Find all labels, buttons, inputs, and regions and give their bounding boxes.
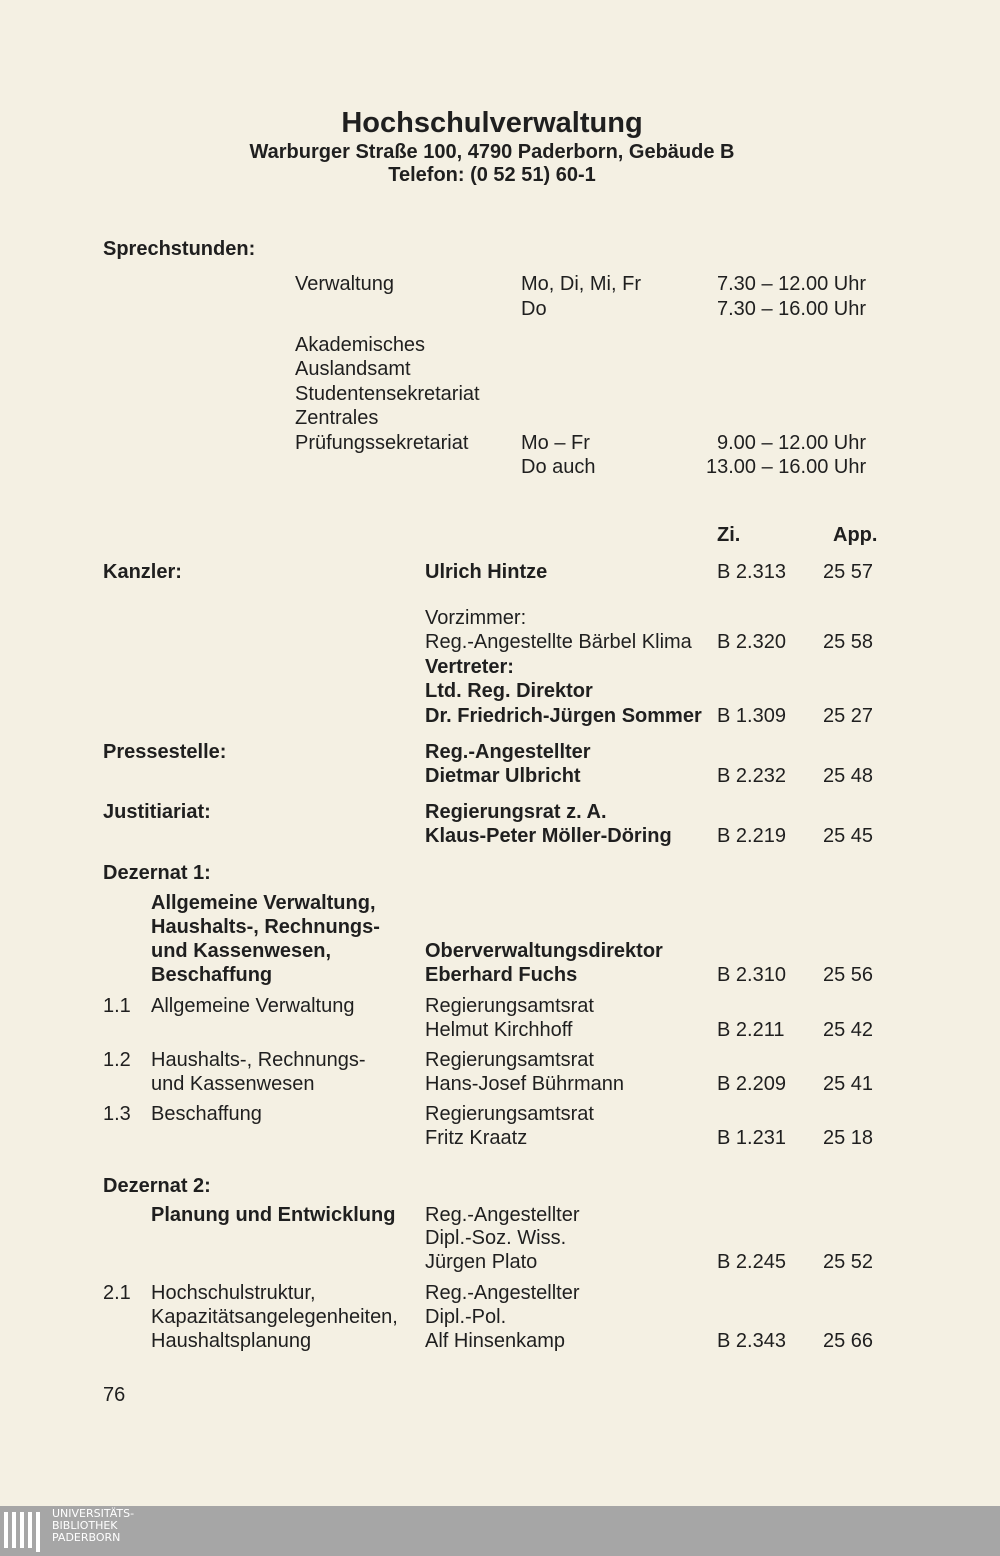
sub-desc: Allgemeine Verwaltung bbox=[151, 995, 355, 1017]
sub-line: Reg.-Angestellter bbox=[425, 1282, 580, 1304]
justitiariat-name: Klaus-Peter Möller-Döring bbox=[425, 825, 672, 847]
sub-desc: Haushaltsplanung bbox=[151, 1330, 312, 1352]
pressestelle-name: Dietmar Ulbricht bbox=[425, 765, 581, 787]
sprech-days-4: Do auch bbox=[521, 456, 596, 478]
sub-line: Dipl.-Pol. bbox=[425, 1306, 507, 1328]
sub-desc: Kapazitätsangelegenheiten, bbox=[151, 1306, 398, 1328]
vertreter-title: Ltd. Reg. Direktor bbox=[425, 680, 593, 702]
sub-name: Fritz Kraatz bbox=[425, 1127, 528, 1149]
vorzimmer-label: Vorzimmer: bbox=[425, 607, 527, 629]
library-name bbox=[52, 1508, 134, 1544]
dezernat2-label: Dezernat 2: bbox=[103, 1175, 211, 1197]
sub-desc: Haushalts-, Rechnungs- bbox=[151, 1049, 366, 1071]
pressestelle-app: 25 48 bbox=[823, 765, 874, 787]
library-name-line: PADERBORN bbox=[52, 1531, 121, 1544]
dezernat2-head-app: 25 52 bbox=[823, 1251, 874, 1273]
sub-desc: und Kassenwesen bbox=[151, 1073, 315, 1095]
sub-line: Alf Hinsenkamp bbox=[425, 1330, 566, 1352]
kanzler-name: Ulrich Hintze bbox=[425, 561, 548, 583]
sub-zi: B 1.231 bbox=[717, 1127, 786, 1149]
sprech-days-2: Do bbox=[521, 298, 547, 320]
sub-desc: Hochschulstruktur, bbox=[151, 1282, 316, 1304]
dezernat2-head-zi: B 2.245 bbox=[717, 1251, 786, 1273]
vertreter-label: Vertreter: bbox=[425, 656, 514, 678]
sub-title: Regierungsamtsrat bbox=[425, 1049, 594, 1071]
dezernat1-head-app: 25 56 bbox=[823, 964, 874, 986]
sub-number: 1.3 bbox=[103, 1103, 131, 1125]
sprech-verwaltung: Verwaltung bbox=[295, 273, 394, 295]
sprech-line: Studentensekretariat bbox=[295, 383, 480, 405]
sub-zi: B 2.209 bbox=[717, 1073, 786, 1095]
dezernat2-head-line: Dipl.-Soz. Wiss. bbox=[425, 1227, 567, 1249]
sprech-line: Auslandsamt bbox=[295, 358, 411, 380]
sub-app: 25 66 bbox=[823, 1330, 874, 1352]
dezernat2-head-line: Reg.-Angestellter bbox=[425, 1204, 580, 1226]
dezernat1-desc: Beschaffung bbox=[151, 964, 273, 986]
justitiariat-zi: B 2.219 bbox=[717, 825, 786, 847]
sprech-time-1: 7.30 – 12.00 Uhr bbox=[717, 273, 866, 295]
phone-line: Telefon: (0 52 51) 60-1 bbox=[388, 164, 596, 186]
sub-zi: B 2.211 bbox=[717, 1019, 785, 1041]
pressestelle-zi: B 2.232 bbox=[717, 765, 786, 787]
dezernat1-head-name: Eberhard Fuchs bbox=[425, 964, 578, 986]
sub-number: 2.1 bbox=[103, 1282, 131, 1304]
sub-title: Regierungsamtsrat bbox=[425, 995, 594, 1017]
sprech-time-4: 13.00 – 16.00 Uhr bbox=[706, 456, 867, 478]
library-logo-icon bbox=[4, 1512, 48, 1552]
kanzler-zi: B 2.313 bbox=[717, 561, 786, 583]
kanzler-label: Kanzler: bbox=[103, 561, 182, 583]
sub-title: Regierungsamtsrat bbox=[425, 1103, 594, 1125]
sub-number: 1.2 bbox=[103, 1049, 131, 1071]
sprech-days-3: Mo – Fr bbox=[521, 432, 590, 454]
vorzimmer-app: 25 58 bbox=[823, 631, 874, 653]
sub-app: 25 42 bbox=[823, 1019, 874, 1041]
sprech-line: Zentrales bbox=[295, 407, 379, 429]
justitiariat-app: 25 45 bbox=[823, 825, 874, 847]
column-header-zi: Zi. bbox=[717, 524, 741, 546]
dezernat2-desc: Planung und Entwicklung bbox=[151, 1204, 396, 1226]
vertreter-name: Dr. Friedrich-Jürgen Sommer bbox=[425, 705, 702, 727]
justitiariat-title: Regierungsrat z. A. bbox=[425, 801, 607, 823]
dezernat2-head-line: Jürgen Plato bbox=[425, 1251, 538, 1273]
library-name-line: UNIVERSITÄTS- bbox=[52, 1507, 135, 1520]
sprech-time-3: 9.00 – 12.00 Uhr bbox=[717, 432, 866, 454]
sub-app: 25 18 bbox=[823, 1127, 874, 1149]
sub-name: Hans-Josef Bührmann bbox=[425, 1073, 624, 1095]
vertreter-zi: B 1.309 bbox=[717, 705, 786, 727]
dezernat1-desc: Haushalts-, Rechnungs- bbox=[151, 916, 380, 938]
sprech-days-1: Mo, Di, Mi, Fr bbox=[521, 273, 641, 295]
pressestelle-label: Pressestelle: bbox=[103, 741, 227, 763]
kanzler-app: 25 57 bbox=[823, 561, 874, 583]
sub-app: 25 41 bbox=[823, 1073, 874, 1095]
vertreter-app: 25 27 bbox=[823, 705, 874, 727]
sprech-pruefung: Prüfungssekretariat bbox=[295, 432, 469, 454]
sub-number: 1.1 bbox=[103, 995, 131, 1017]
column-header-app: App. bbox=[833, 524, 878, 546]
sub-desc: Beschaffung bbox=[151, 1103, 262, 1125]
sprechstunden-label: Sprechstunden: bbox=[103, 238, 256, 260]
page-title: Hochschulverwaltung bbox=[341, 107, 643, 139]
sub-name: Helmut Kirchhoff bbox=[425, 1019, 573, 1041]
sprech-line: Akademisches bbox=[295, 334, 426, 356]
dezernat1-label: Dezernat 1: bbox=[103, 862, 211, 884]
library-name-line: BIBLIOTHEK bbox=[52, 1519, 118, 1532]
dezernat1-head-title: Oberverwaltungsdirektor bbox=[425, 940, 663, 962]
dezernat1-desc: Allgemeine Verwaltung, bbox=[151, 892, 376, 914]
justitiariat-label: Justitiariat: bbox=[103, 801, 211, 823]
dezernat1-head-zi: B 2.310 bbox=[717, 964, 786, 986]
sub-zi: B 2.343 bbox=[717, 1330, 786, 1352]
library-footer-banner bbox=[0, 1506, 1000, 1556]
vorzimmer-name: Reg.-Angestellte Bärbel Klima bbox=[425, 631, 692, 653]
dezernat1-desc: und Kassenwesen, bbox=[151, 940, 332, 962]
pressestelle-title: Reg.-Angestellter bbox=[425, 741, 591, 763]
address-line: Warburger Straße 100, 4790 Paderborn, Gebäude B bbox=[249, 141, 735, 163]
vorzimmer-zi: B 2.320 bbox=[717, 631, 786, 653]
page-number: 76 bbox=[103, 1384, 126, 1406]
sprech-time-2: 7.30 – 16.00 Uhr bbox=[717, 298, 866, 320]
